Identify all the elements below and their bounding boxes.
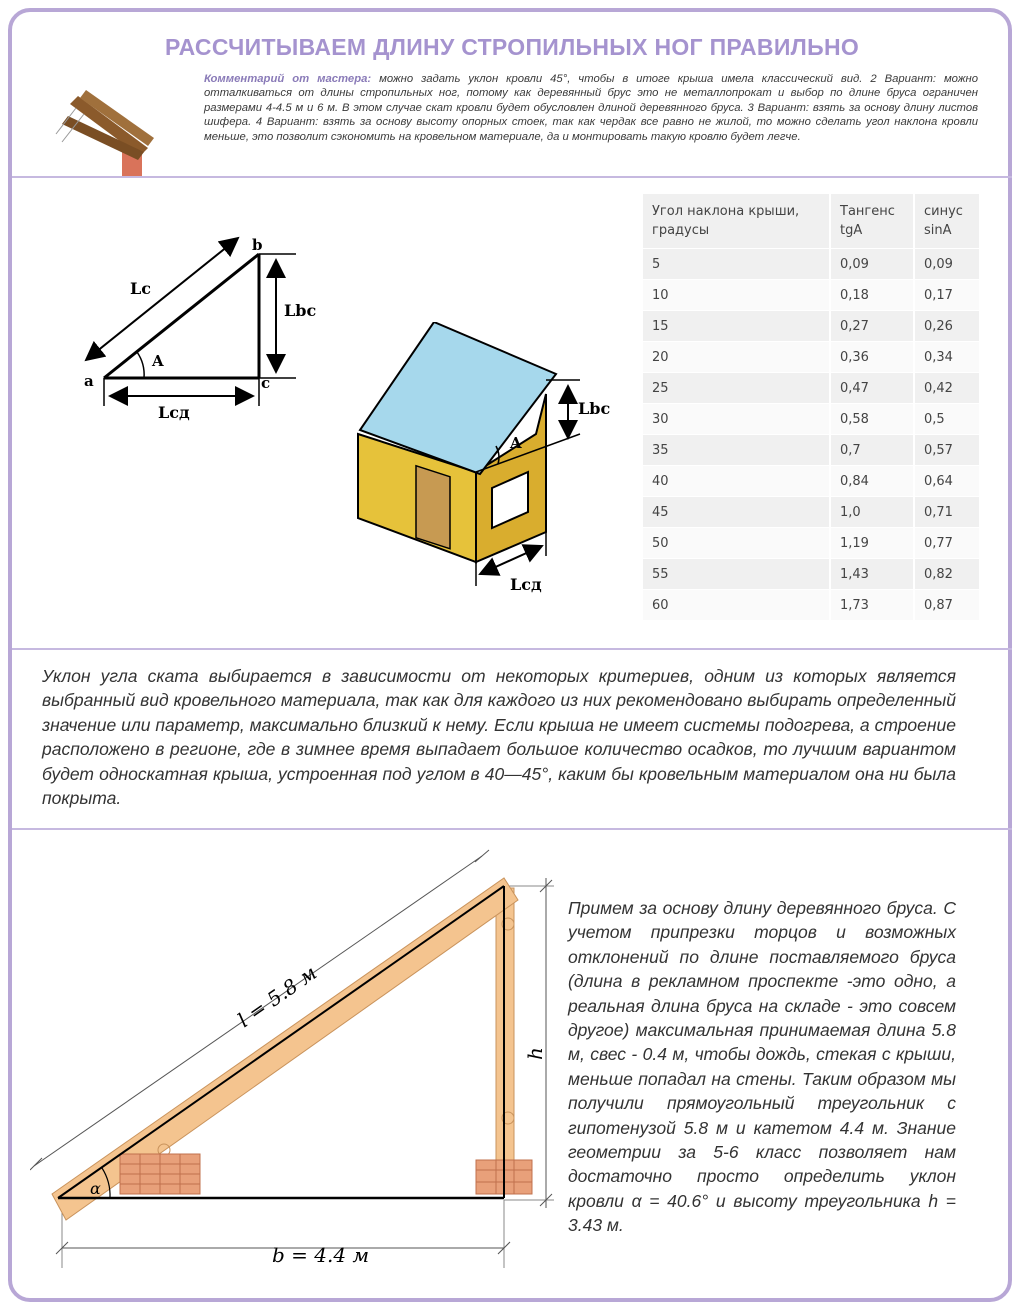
label-angle: A [152, 352, 164, 370]
cell-sine: 0,5 [914, 404, 980, 435]
cell-angle: 35 [643, 435, 830, 466]
label-lcd: Lcд [158, 403, 190, 422]
cell-sine: 0,57 [914, 435, 980, 466]
master-comment [204, 72, 978, 144]
rafter-diagram [30, 848, 570, 1304]
slope-paragraph: Уклон угла ската выбирается в зависимости от некоторых критериев, одним из которых является выбранный вид кровельного материала, так как для каждого из них рекомендовано выбирать определенный значение или параметр, максимально близкий к нему. Если крыша не имеет системы подогрева, а строение расположено в регионе, где в зимнее время выпадает большое количество осадков, то лучшим вариантом будет односкатная крыша, устроенная под углом в 40—45°, каким бы кровельным материалом она ни была покрыта. [42, 666, 956, 809]
cell-angle: 30 [643, 404, 830, 435]
house-diagram [346, 322, 626, 594]
cell-sine: 0,26 [914, 311, 980, 342]
cell-tangent: 0,7 [830, 435, 914, 466]
label-lbc: Lbc [284, 301, 317, 320]
header-tangent: Тангенс tgA [830, 194, 914, 249]
cell-sine: 0,42 [914, 373, 980, 404]
comment-text: можно задать уклон кровли 45°, чтобы в итоге крыша имела классический вид. 2 Вариант: можно отталкиваться от длины стропильных ног, потому как деревянный брус это не металлопрокат и выбор по длине бруса ограничен размерами 4-4.5 м и 6 м. В этом случае скат кровли будет обусловлен длиной деревянного бруса. 3 Вариант: взять за основу длину листов шифера. 4 Вариант: взять за основу высоту опорных стоек, так как чердак все равно не жилой, то можно сделать угол наклона кровли меньше, это позволит сэкономить на кровельном материале, да и монтировать такую кровлю будет легче. [204, 73, 978, 143]
rafter-illustration [48, 86, 160, 182]
table-row [643, 497, 980, 528]
label-b: b [252, 236, 263, 254]
cell-sine: 0,77 [914, 528, 980, 559]
cell-sine: 0,64 [914, 466, 980, 497]
cell-sine: 0,82 [914, 559, 980, 590]
cell-angle: 20 [643, 342, 830, 373]
cell-tangent: 0,47 [830, 373, 914, 404]
cell-tangent: 1,0 [830, 497, 914, 528]
divider-bottom [12, 828, 1012, 830]
cell-tangent: 0,27 [830, 311, 914, 342]
label-lc: Lc [130, 279, 151, 298]
table-row [643, 249, 980, 280]
table-row [643, 311, 980, 342]
triangle-diagram [64, 226, 324, 426]
table-row [643, 559, 980, 590]
label-c: c [261, 374, 271, 392]
table-row [643, 528, 980, 559]
table-row [643, 342, 980, 373]
house-label-lbc: Lbc [578, 399, 611, 418]
cell-tangent: 0,36 [830, 342, 914, 373]
cell-sine: 0,09 [914, 249, 980, 280]
cell-tangent: 0,58 [830, 404, 914, 435]
cell-sine: 0,34 [914, 342, 980, 373]
page-title: РАССЧИТЫВАЕМ ДЛИНУ СТРОПИЛЬНЫХ НОГ ПРАВИЛЬНО [164, 34, 860, 60]
cell-tangent: 0,18 [830, 280, 914, 311]
table-row [643, 280, 980, 311]
table-row [643, 435, 980, 466]
table-row [643, 373, 980, 404]
cell-tangent: 1,43 [830, 559, 914, 590]
house-label-angle: A [510, 434, 522, 452]
cell-tangent: 1,73 [830, 590, 914, 621]
table-row [643, 466, 980, 497]
alpha-label: α [90, 1179, 101, 1198]
cell-tangent: 0,09 [830, 249, 914, 280]
cell-angle: 40 [643, 466, 830, 497]
table-row [643, 590, 980, 621]
cell-angle: 25 [643, 373, 830, 404]
divider-middle [12, 648, 1012, 650]
divider-top [12, 176, 1012, 178]
cell-angle: 5 [643, 249, 830, 280]
cell-sine: 0,87 [914, 590, 980, 621]
cell-angle: 55 [643, 559, 830, 590]
angle-table [643, 194, 981, 621]
left-brick-stack [120, 1154, 200, 1194]
cell-sine: 0,71 [914, 497, 980, 528]
house-label-lcd: Lcд [510, 575, 542, 594]
calculation-paragraph: Примем за основу длину деревянного бруса. С учетом припрезки торцов и возможных отклонений по длине поставляемого бруса (длина в рекламном проспекте -это одно, а реальная длина бруса на складе - это совсем другое) максимальная принимаемая длина 5.8 м, свес - 0.4 м, чтобы дождь, стекая с крыши, меньше попадал на стены. Таким образом мы получили прямоугольный треугольник с гипотенузой 5.8 м и катетом 4.4 м. Знание геометрии за 5-6 класс позволяет нам достаточно просто определить уклон кровли α = 40.6° и высоту треугольника h = 3.43 м. [568, 898, 956, 1236]
label-a: a [84, 372, 94, 390]
cell-angle: 50 [643, 528, 830, 559]
cell-angle: 10 [643, 280, 830, 311]
header-sine: синус sinA [914, 194, 980, 249]
cell-tangent: 0,84 [830, 466, 914, 497]
table-header-row [643, 194, 980, 249]
cell-angle: 60 [643, 590, 830, 621]
l-label: l = 5.8 м [233, 960, 322, 1033]
table-row [643, 404, 980, 435]
cell-sine: 0,17 [914, 280, 980, 311]
cell-angle: 15 [643, 311, 830, 342]
h-label: h [523, 1047, 547, 1060]
cell-tangent: 1,19 [830, 528, 914, 559]
header-angle: Угол наклона крыши, градусы [643, 194, 830, 249]
b-label: b = 4.4 м [272, 1243, 370, 1267]
cell-angle: 45 [643, 497, 830, 528]
comment-label: Комментарий от мастера: [204, 73, 372, 85]
